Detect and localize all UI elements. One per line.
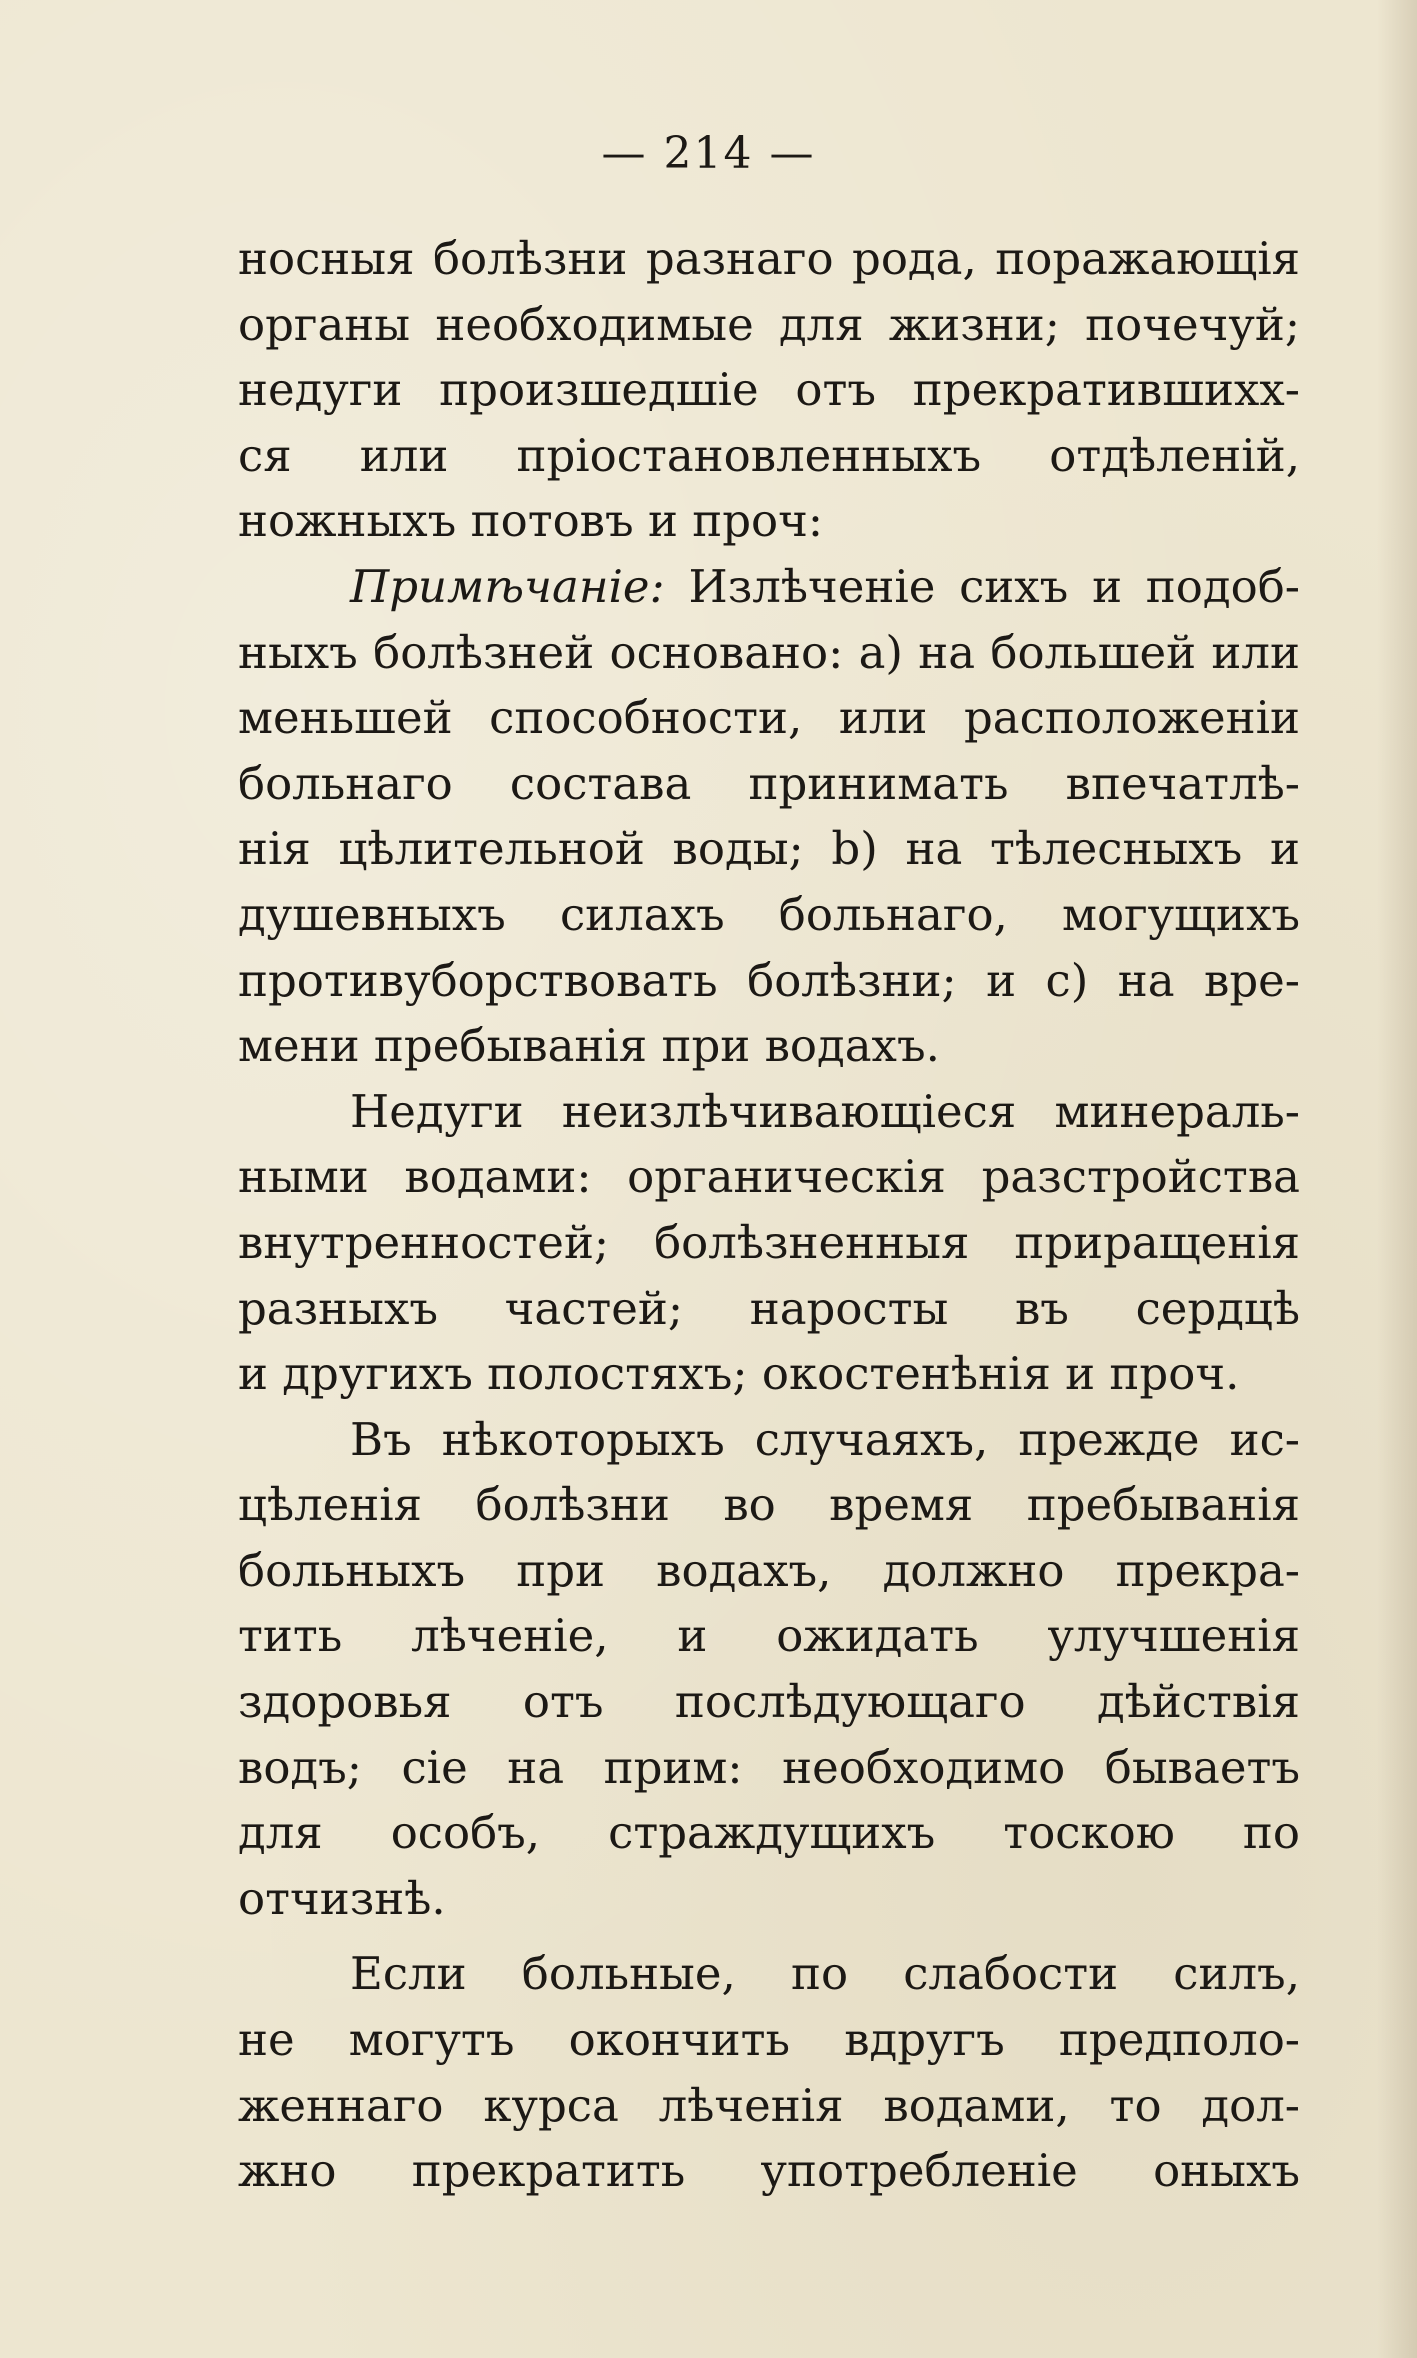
text-line: не могутъ окончить вдругъ предполо- — [238, 2013, 1300, 2067]
paragraph — [238, 1079, 1300, 1407]
text-line: Недуги неизлѣчивающіеся минераль- — [350, 1084, 1300, 1138]
text-line: больныхъ при водахъ, должно прекра- — [238, 1543, 1300, 1597]
body-text — [238, 226, 1300, 2204]
page-number: — 214 — — [601, 128, 816, 179]
paragraph — [238, 1941, 1300, 2203]
paragraph-gap — [238, 1931, 1300, 1941]
note-label: Примѣчаніе: — [350, 559, 665, 613]
text-line: Если больные, по слабости силъ, — [350, 1947, 1300, 2001]
text-line: цѣленія болѣзни во время пребыванія — [238, 1478, 1300, 1532]
text-line: Въ нѣкоторыхъ случаяхъ, прежде ис- — [350, 1412, 1300, 1466]
text-line: разныхъ частей; наросты въ сердцѣ — [238, 1281, 1300, 1335]
text-line: больнаго состава принимать впечатлѣ- — [238, 756, 1300, 810]
text-line: носныя болѣзни разнаго рода, поражающія — [238, 232, 1300, 285]
text-line: жно прекратить употребленіе оныхъ — [238, 2144, 1300, 2198]
text-line: для особъ, страждущихъ тоскою по — [238, 1806, 1300, 1860]
text-line: противуборствовать болѣзни; и с) на вре- — [238, 953, 1300, 1007]
text-line: и другихъ полостяхъ; окостенѣнія и проч. — [238, 1347, 1240, 1401]
text-line: тить лѣченіе, и ожидать улучшенія — [238, 1609, 1300, 1663]
text-line: здоровья отъ послѣдующаго дѣйствія — [238, 1675, 1300, 1729]
text-line — [238, 554, 1300, 620]
text-line: ныхъ болѣзней основано: а) на большей или — [238, 625, 1300, 679]
paragraph — [238, 1407, 1300, 1932]
text-line: внутренностей; болѣзненныя приращенія — [238, 1215, 1300, 1269]
paragraph — [238, 226, 1300, 554]
text-line: женнаго курса лѣченія водами, то дол- — [238, 2078, 1300, 2132]
text-line: душевныхъ силахъ больнаго, могущихъ — [238, 887, 1300, 941]
text-line: ся или пріостановленныхъ отдѣленій, — [238, 428, 1300, 482]
text-line: недуги произшедшіе отъ прекратившихх- — [238, 363, 1300, 417]
paragraph — [238, 554, 1300, 1079]
text-line: органы необходимые для жизни; почечуй; — [238, 297, 1300, 351]
page-spine-shadow — [1377, 0, 1417, 2358]
text-line: меньшей способности, или расположеніи — [238, 691, 1300, 745]
text-line: нія цѣлительной воды; b) на тѣлесныхъ и — [238, 822, 1300, 876]
text-line: ными водами: органическія разстройства — [238, 1150, 1300, 1204]
text-line: отчизнѣ. — [238, 1871, 446, 1925]
text-line: мени пребыванія при водахъ. — [238, 1019, 940, 1073]
text-line: ножныхъ потовъ и проч: — [238, 494, 824, 548]
text-line: водъ; сіе на прим: необходимо бываетъ — [238, 1740, 1300, 1794]
text-run: Излѣченіе сихъ и подоб- — [688, 559, 1300, 613]
